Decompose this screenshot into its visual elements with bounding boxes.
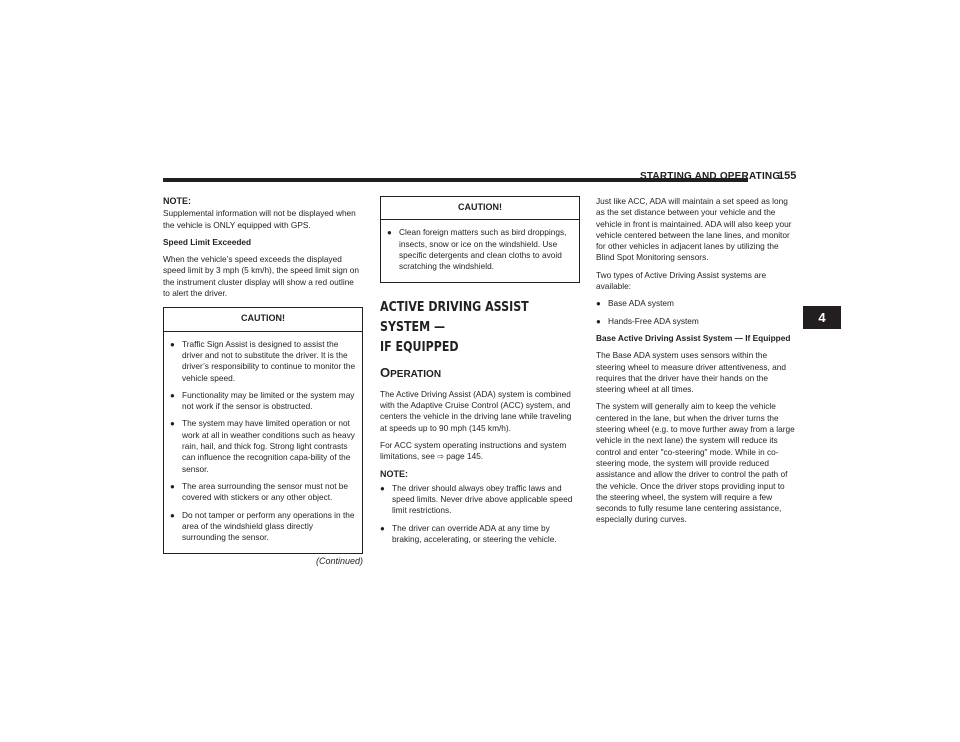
caution-item: ● Clean foreign matters such as bird droppings, insects, snow or ice on the windshield. Use specific detergents and clean cloths to avoid scratching the windshield. xyxy=(387,227,567,272)
caution-box xyxy=(380,196,580,283)
intro-text: Just like ACC, ADA will maintain a set speed as long as the set distance between your vehicle and the vehicle in front is maintained. ADA will also keep your vehicle centered between the lane lines, and monitor for other vehicles in adjacent lanes by utilizing the Blind Spot Monitoring sensors. xyxy=(596,196,792,263)
bullet-icon: ● xyxy=(170,510,175,520)
bullet-icon: ● xyxy=(596,316,601,326)
page-ref-link[interactable]: page 145. xyxy=(446,451,484,462)
bullet-icon: ● xyxy=(387,228,392,238)
caution-item: ● The system may have limited operation or not work at all in weather conditions such as heavy rain, hail, and thick fog. Strong light contrasts can influence the recognition capa-bility of the sensor. xyxy=(170,418,355,474)
section-title: ACTIVE DRIVING ASSIST SYSTEM — IF EQUIPPED xyxy=(380,299,529,356)
bullet-icon: ● xyxy=(380,483,385,493)
note-item: ● The driver should always obey traffic laws and speed limits. Never drive above applicable speed limit restrictions. xyxy=(380,482,573,516)
bullet-icon: ● xyxy=(170,419,175,429)
bullet-icon: ● xyxy=(380,523,385,533)
note-item: ● The driver can override ADA at any time by braking, accelerating, or steering the vehicle. xyxy=(380,522,557,545)
bullet-icon: ● xyxy=(170,481,175,491)
caution-title: CAUTION! xyxy=(381,197,579,220)
type-item: ● Base ADA system xyxy=(596,298,674,309)
page-number: 155 xyxy=(778,170,797,182)
base-ada-text: The Base ADA system uses sensors within the steering wheel to measure driver attentiveness, and requires that the driver have their hands on the steering wheel at all times. xyxy=(596,350,787,395)
chapter-tab[interactable]: 4 xyxy=(803,306,841,329)
note-label: NOTE: xyxy=(380,468,408,479)
caution-list xyxy=(164,332,362,554)
bullet-icon: ● xyxy=(170,339,175,349)
caution-item: ● Do not tamper or perform any operations in the area of the windshield glass directly surrounding the sensor. xyxy=(170,509,355,543)
column-right xyxy=(596,196,796,532)
column-middle xyxy=(380,196,580,551)
speed-limit-text: When the vehicle’s speed exceeds the displayed speed limit by 3 mph (5 km/h), the speed limit sign on the instrument cluster display will show a red outline to alert the driver. xyxy=(163,254,359,299)
column-left xyxy=(163,196,363,568)
caution-item: ● Functionality may be limited or the system may not work if the sensor is obstructed. xyxy=(170,389,355,412)
base-ada-text-2: The system will generally aim to keep the vehicle centered in the lane, but when the driver turns the steering wheel (e.g. to move further away from a large vehicle in the next lane) the system will reduce its control and enter "co-steering" mode. While in co-steering mode, the system will provide reduced assistance and allow the driver to control the path of the vehicle. Once the driver stops providing input to the steering wheel, the system will require a few seconds to fully resume lane centering assistance, especially during curves. xyxy=(596,401,795,525)
types-text: Two types of Active Driving Assist systems are available: xyxy=(596,269,767,292)
caution-list xyxy=(381,220,579,282)
page-ref-arrow-icon: ⇨ xyxy=(437,452,444,462)
caution-item: ● Traffic Sign Assist is designed to assist the driver and not to substitute the driver. It is the driver’s responsibility to continue to monitor the vehicle speed. xyxy=(170,338,356,383)
type-item: ● Hands-Free ADA system xyxy=(596,315,699,326)
note-label: NOTE: xyxy=(163,196,191,206)
bullet-icon: ● xyxy=(596,299,601,309)
bullet-icon: ● xyxy=(170,390,175,400)
note-text: Supplemental information will not be displayed when the vehicle is ONLY equipped with GPS. xyxy=(163,208,356,230)
speed-limit-heading: Speed Limit Exceeded xyxy=(163,236,252,247)
continued-label: (Continued) xyxy=(315,556,363,567)
acc-reference: For ACC system operating instructions and system limitations, see ⇨ page 145. xyxy=(380,439,567,462)
base-ada-heading: Base Active Driving Assist System — If Equipped xyxy=(596,332,791,343)
caution-title: CAUTION! xyxy=(164,308,362,331)
running-header-title: STARTING AND OPERATING xyxy=(640,171,781,182)
operation-heading: OPERATION xyxy=(380,365,442,381)
caution-box xyxy=(163,307,363,554)
caution-item: ● The area surrounding the sensor must not be covered with stickers or any other object. xyxy=(170,480,349,503)
operation-text: The Active Driving Assist (ADA) system is combined with the Adaptive Cruise Control (ACC) system, and centers the vehicle in the driving lane while traveling at speeds up to 90 mph (145 km/h). xyxy=(380,388,572,433)
